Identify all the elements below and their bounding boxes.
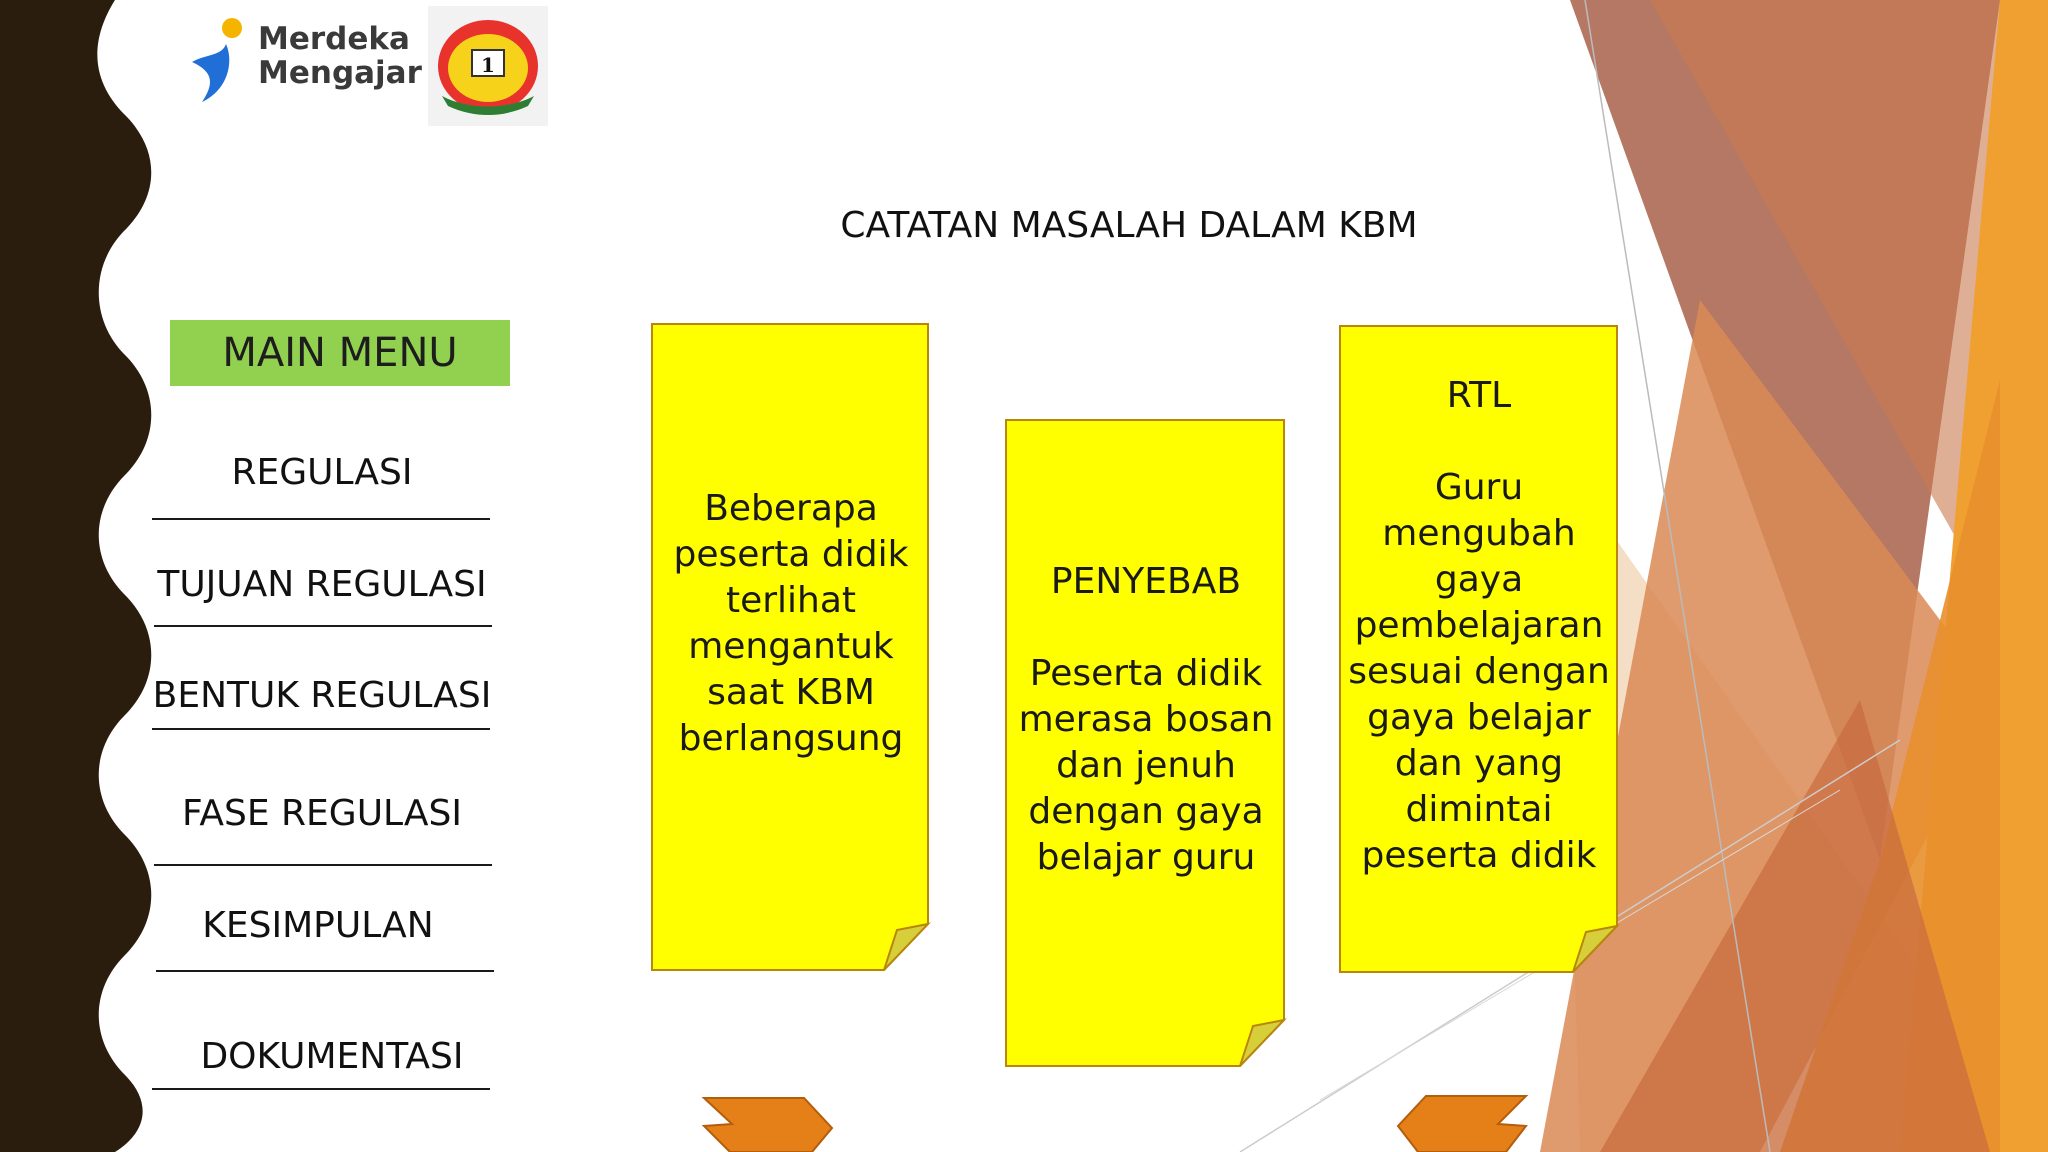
next-arrow-icon[interactable] xyxy=(700,1096,836,1152)
prev-arrow-icon[interactable] xyxy=(1396,1094,1530,1152)
menu-divider xyxy=(152,1088,490,1090)
school-seal-icon xyxy=(428,6,548,126)
main-menu-button[interactable]: MAIN MENU xyxy=(170,320,510,386)
menu-item-regulasi[interactable]: REGULASI xyxy=(231,452,413,493)
note-cause-text: PENYEBAB Peserta didik merasa bosan dan jenuh dengan gaya belajar guru xyxy=(1018,561,1274,878)
menu-item-fase-regulasi[interactable]: FASE REGULASI xyxy=(181,793,463,834)
logo-wordmark xyxy=(258,22,422,90)
svg-text:1: 1 xyxy=(481,53,495,77)
menu-item-dokumentasi[interactable]: DOKUMENTASI xyxy=(200,1036,464,1077)
menu-divider xyxy=(156,970,494,972)
note-followup-text: RTL Guru mengubah gaya pembelajaran sesuai dengan gaya belajar dan yang dimintai peserta didik xyxy=(1348,375,1610,876)
menu-item-kesimpulan[interactable]: KESIMPULAN xyxy=(202,905,434,946)
menu-divider xyxy=(152,728,490,730)
logo-line-2: Mengajar xyxy=(258,55,422,91)
menu-divider xyxy=(154,625,492,627)
menu-divider xyxy=(154,864,492,866)
menu-item-tujuan-regulasi[interactable]: TUJUAN REGULASI xyxy=(157,564,487,605)
menu-divider xyxy=(152,518,490,520)
note-problem-text: Beberapa peserta didik terlihat mengantuk saat KBM berlangsung xyxy=(673,488,909,759)
logo-line-1: Merdeka xyxy=(258,21,410,57)
logo-swoosh-icon xyxy=(184,14,254,106)
page-title: CATATAN MASALAH DALAM KBM xyxy=(840,205,1418,246)
left-wavy-band xyxy=(0,0,151,1152)
menu-item-bentuk-regulasi[interactable]: BENTUK REGULASI xyxy=(152,675,492,716)
